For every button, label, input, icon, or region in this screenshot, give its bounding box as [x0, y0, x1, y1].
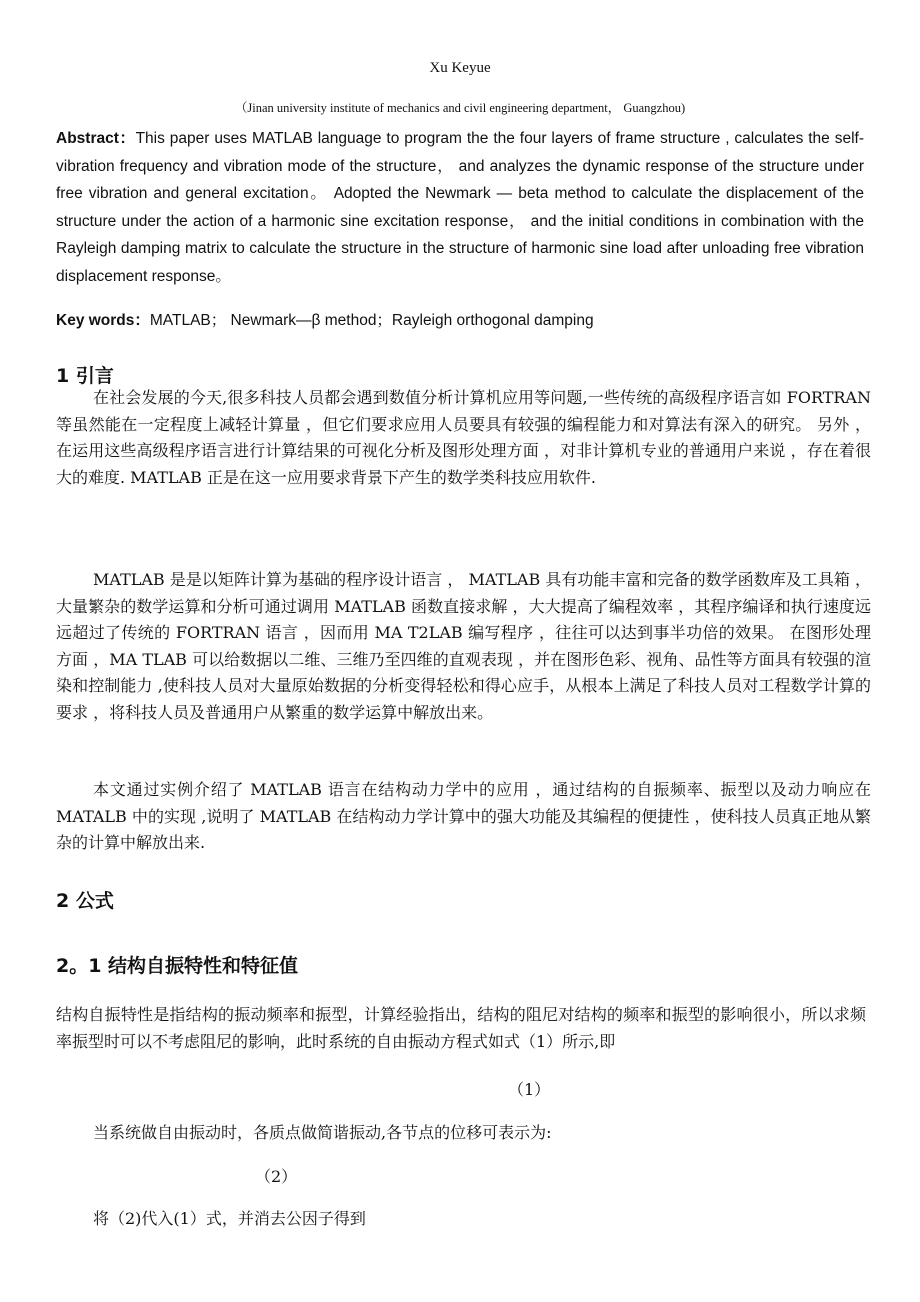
keywords-line — [56, 307, 864, 334]
section-2-1-heading: 2。1 结构自振特性和特征值 — [56, 955, 299, 977]
author-name: Xu Keyue — [429, 60, 491, 76]
equation-1-number: （1） — [508, 1080, 551, 1099]
keywords-text: MATLAB； Newmark—β method；Rayleigh orthogonal damping — [149, 312, 594, 329]
section-2-1-paragraph: 结构自振特性是指结构的振动频率和振型，计算经验指出，结构的阻尼对结构的频率和振型的影响很小，所以求频率振型时可以不考虑阻尼的影响，此时系统的自由振动方程式如式（1）所示,即 — [56, 1005, 866, 1051]
equation-2-number: （2） — [255, 1167, 298, 1186]
author-affiliation: （Jinan university institute of mechanics and civil engineering department， Guangzhou) — [234, 101, 686, 115]
substitution-sentence: 将（2)代入(1）式，并消去公因子得到 — [93, 1209, 366, 1228]
abstract-label: Abstract： — [56, 130, 136, 147]
section-1-paragraph-2: MATLAB 是是以矩阵计算为基础的程序设计语言 ， MATLAB 具有功能丰富和完备的数学函数库及工具箱 ，大量繁杂的数学运算和分析可通过调用 MATLAB 函数直接求解 ，大大提高了编程效率 ，其程序编译和执行速度远远超过了传统的 FORTRAN 语言 ，因而用 MA T2LAB 编写程序 ，往往可以达到事半功倍的效果。 在图形处理方面 ，MA TLAB 可以给数据以二维、三维乃至四维的直观表现 ，并在图形色彩、视角、品性等方面具有较强的渲染和控制能力 ,使科技人员对大量原始数据的分析变得轻松和得心应手，从根本上满足了科技人员对工程数学计算的要求 ，将科技人员及普通用户从繁重的数学运算中解放出来。 — [56, 570, 871, 722]
section-1-paragraph-1: 在社会发展的今天,很多科技人员都会遇到数值分析计算机应用等问题,一些传统的高级程序语言如 FORTRAN 等虽然能在一定程度上减轻计算量 ，但它们要求应用人员要具有较强的编程能力和对算法有深入的研究。 另外 ，在运用这些高级程序语言进行计算结果的可视化分析及图形处理方面 ，对非计算机专业的普通用户来说 ，存在着很大的难度. MATLAB 正是在这一应用要求背景下产生的数学类科技应用软件. — [56, 388, 871, 487]
section-1-paragraph-3: 本文通过实例介绍了 MATLAB 语言在结构动力学中的应用 ，通过结构的自振频率、振型以及动力响应在 MATALB 中的实现 ,说明了 MATLAB 在结构动力学计算中的强大功能及其编程的便捷性 ，使科技人员真正地从繁杂的计算中解放出来. — [56, 780, 871, 853]
abstract-paragraph — [56, 125, 864, 291]
abstract-text: This paper uses MATLAB language to program the the four layers of frame structure , calculates the self-vibration frequency and vibration mode of the structure， and analyzes the dynamic response of the structure under free vibration and general excitation。 Adopted the Newmark — beta method to calculate the displacement of the structure under the action of a harmonic sine excitation response， and the initial conditions in combination with the Rayleigh damping matrix to calculate the structure in the structure of harmonic sine load after unloading free vibration displacement response。 — [56, 130, 864, 285]
free-vibration-sentence: 当系统做自由振动时，各质点做简谐振动,各节点的位移可表示为: — [93, 1123, 552, 1142]
keywords-label: Key words： — [56, 312, 150, 329]
section-1-heading: 1 引言 — [56, 365, 114, 387]
section-2-heading: 2 公式 — [56, 890, 114, 912]
